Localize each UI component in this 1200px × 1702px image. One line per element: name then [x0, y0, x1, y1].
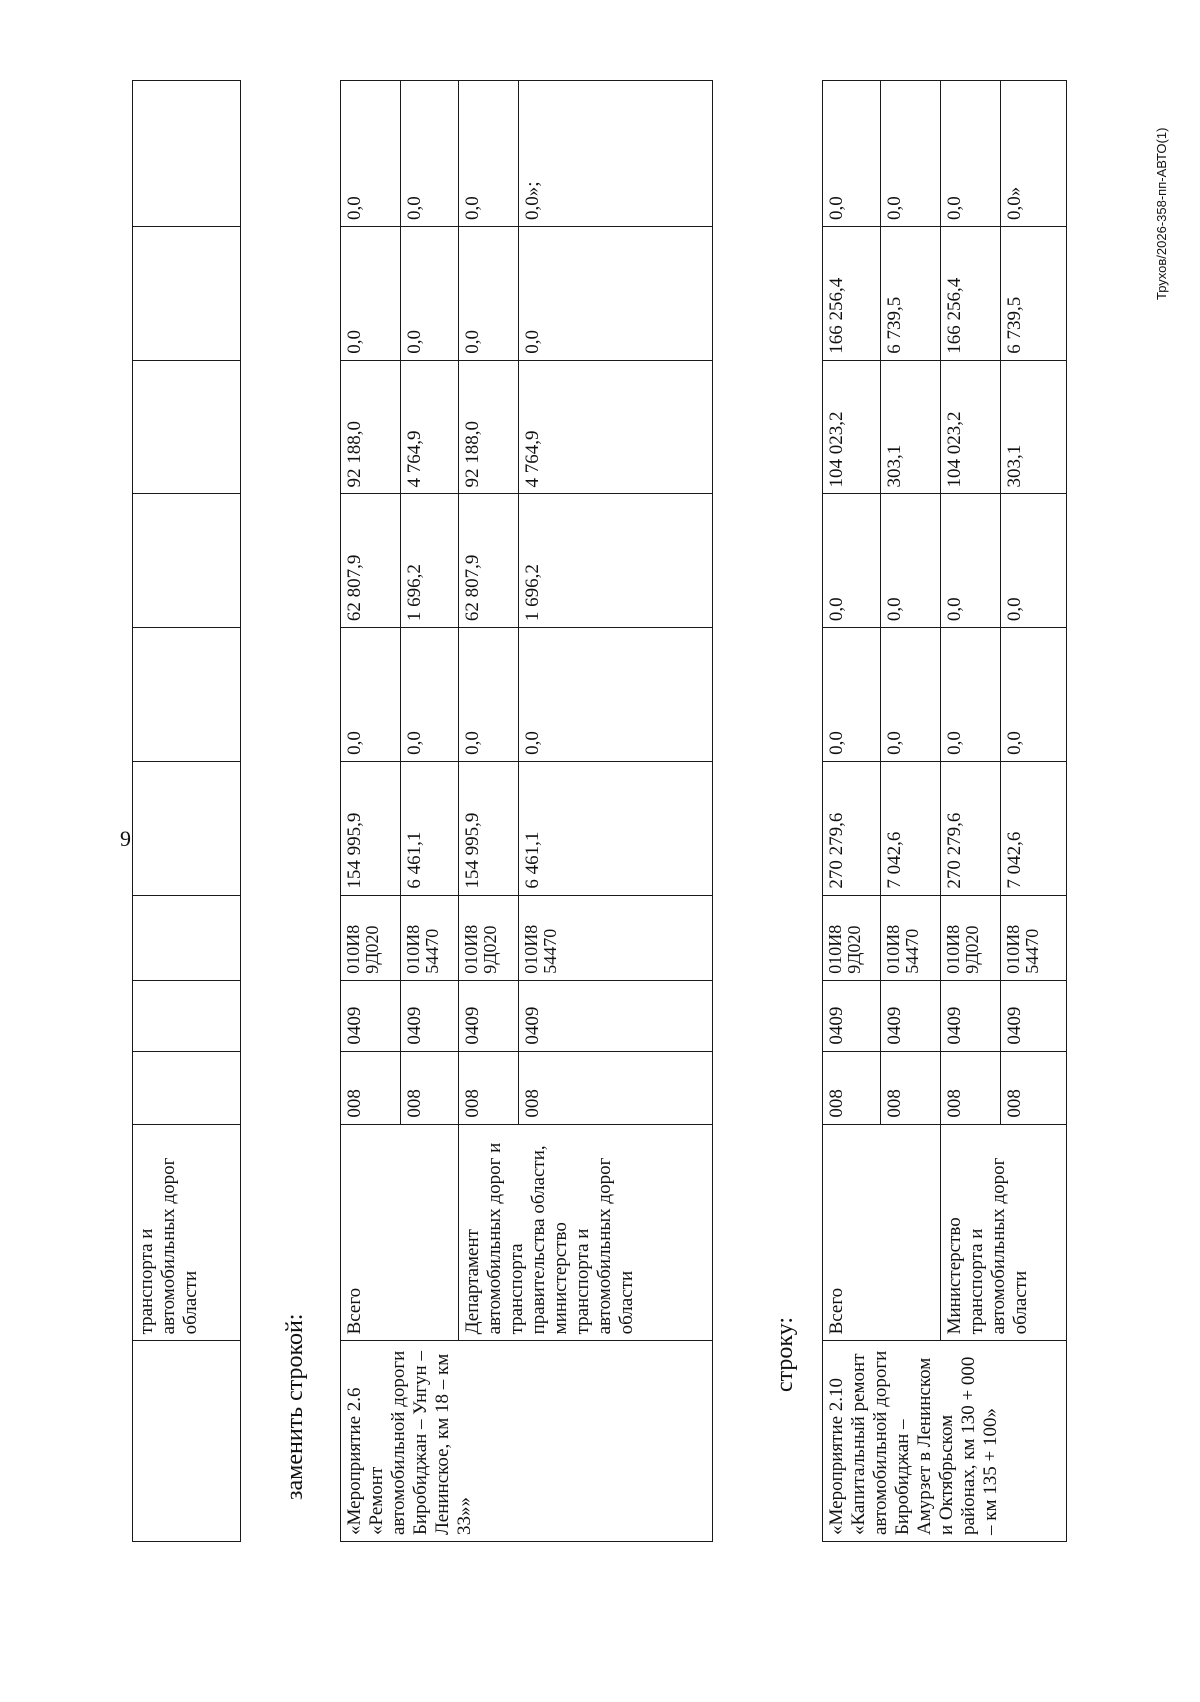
value-cell: 0,0 [341, 81, 401, 227]
value-cell: 0,0 [881, 494, 941, 628]
measure-table-2-6 [340, 80, 713, 1542]
csr-cell: 010И8 9Д020 [341, 895, 401, 980]
grbs-cell: 008 [401, 1051, 459, 1124]
rz-cell: 0409 [519, 980, 713, 1051]
value-cell: 4 764,9 [401, 360, 459, 494]
grbs-cell: 008 [459, 1051, 519, 1124]
grbs-cell: 008 [941, 1051, 1001, 1124]
value-cell: 0,0 [401, 628, 459, 762]
fragment-responsible-cell: транспорта и автомобильных дорог области [133, 1124, 241, 1341]
fragment-value-cell [133, 360, 241, 494]
table-row [459, 81, 519, 1542]
instruction-replace: заменить строкой: [282, 1313, 308, 1500]
value-cell: 6 461,1 [519, 761, 713, 895]
footer-document-code: Трухов/2026-358-пп-АВТО(1) [1154, 127, 1169, 300]
value-cell: 0,0»; [519, 81, 713, 227]
value-cell: 92 188,0 [459, 360, 519, 494]
value-cell: 6 739,5 [881, 226, 941, 360]
value-cell: 62 807,9 [459, 494, 519, 628]
value-cell: 4 764,9 [519, 360, 713, 494]
rz-cell: 0409 [341, 980, 401, 1051]
responsible-cell: Министерство транспорта и автомобильных дорог области [941, 1124, 1067, 1341]
measure-name-cell: «Мероприятие 2.10 «Капитальный ремонт автомобильной дороги Биробиджан – Амурзет в Ленинском и Октябрьском районах, км 130 + 000 – км 135 + 100» [823, 1341, 1067, 1542]
csr-cell: 010И8 54470 [519, 895, 713, 980]
csr-cell: 010И8 9Д020 [823, 895, 881, 980]
grbs-cell: 008 [519, 1051, 713, 1124]
measure-table-2-10 [822, 80, 1067, 1542]
value-cell: 0,0 [881, 628, 941, 762]
value-cell: 6 461,1 [401, 761, 459, 895]
value-cell: 166 256,4 [941, 226, 1001, 360]
csr-cell: 010И8 9Д020 [941, 895, 1001, 980]
table-row [341, 81, 401, 1542]
value-cell: 0,0 [823, 494, 881, 628]
responsible-cell: Всего [341, 1124, 459, 1341]
fragment-value-cell [133, 226, 241, 360]
instruction-row: строку: [772, 1316, 798, 1392]
csr-cell: 010И8 54470 [1001, 895, 1067, 980]
value-cell: 0,0 [401, 81, 459, 227]
value-cell: 0,0 [519, 226, 713, 360]
fragment-value-cell [133, 628, 241, 762]
csr-cell: 010И8 54470 [881, 895, 941, 980]
value-cell: 0,0 [401, 226, 459, 360]
value-cell: 0,0 [341, 628, 401, 762]
value-cell: 1 696,2 [401, 494, 459, 628]
value-cell: 0,0 [941, 494, 1001, 628]
value-cell: 154 995,9 [459, 761, 519, 895]
rz-cell: 0409 [941, 980, 1001, 1051]
value-cell: 92 188,0 [341, 360, 401, 494]
rz-cell: 0409 [881, 980, 941, 1051]
responsible-cell: Департамент автомобильных дорог и транспорта правительства области, министерство транспорта и автомобильных дорог области [459, 1124, 713, 1341]
value-cell: 0,0 [1001, 494, 1067, 628]
value-cell: 104 023,2 [823, 360, 881, 494]
value-cell: 166 256,4 [823, 226, 881, 360]
fragment-measure-cell [133, 1341, 241, 1542]
grbs-cell: 008 [1001, 1051, 1067, 1124]
value-cell: 1 696,2 [519, 494, 713, 628]
csr-cell: 010И8 54470 [401, 895, 459, 980]
value-cell: 0,0 [459, 226, 519, 360]
rz-cell: 0409 [401, 980, 459, 1051]
csr-cell: 010И8 9Д020 [459, 895, 519, 980]
rz-cell: 0409 [1001, 980, 1067, 1051]
value-cell: 62 807,9 [341, 494, 401, 628]
measure-name-cell: «Мероприятие 2.6 «Ремонт автомобильной дороги Биробиджан – Унгун – Ленинское, км 18 – км 33»» [341, 1341, 713, 1542]
value-cell: 0,0» [1001, 81, 1067, 227]
value-cell: 0,0 [459, 81, 519, 227]
fragment-rz-cell [133, 980, 241, 1051]
value-cell: 0,0 [881, 81, 941, 227]
value-cell: 0,0 [519, 628, 713, 762]
fragment-grbs-cell [133, 1051, 241, 1124]
value-cell: 104 023,2 [941, 360, 1001, 494]
value-cell: 154 995,9 [341, 761, 401, 895]
fragment-value-cell [133, 494, 241, 628]
grbs-cell: 008 [823, 1051, 881, 1124]
table-row [823, 81, 881, 1542]
value-cell: 7 042,6 [1001, 761, 1067, 895]
value-cell: 0,0 [941, 628, 1001, 762]
value-cell: 0,0 [941, 81, 1001, 227]
page-number: 9 [120, 826, 131, 851]
grbs-cell: 008 [881, 1051, 941, 1124]
grbs-cell: 008 [341, 1051, 401, 1124]
value-cell: 0,0 [1001, 628, 1067, 762]
responsible-cell: Всего [823, 1124, 941, 1341]
table-row [941, 81, 1001, 1542]
value-cell: 270 279,6 [941, 761, 1001, 895]
fragment-value-cell [133, 761, 241, 895]
value-cell: 270 279,6 [823, 761, 881, 895]
value-cell: 0,0 [341, 226, 401, 360]
rz-cell: 0409 [823, 980, 881, 1051]
value-cell: 0,0 [823, 628, 881, 762]
value-cell: 0,0 [459, 628, 519, 762]
top-fragment-table [132, 80, 241, 1542]
value-cell: 6 739,5 [1001, 226, 1067, 360]
value-cell: 303,1 [1001, 360, 1067, 494]
fragment-value-cell [133, 81, 241, 227]
value-cell: 0,0 [823, 81, 881, 227]
value-cell: 7 042,6 [881, 761, 941, 895]
value-cell: 303,1 [881, 360, 941, 494]
fragment-csr-cell [133, 895, 241, 980]
rz-cell: 0409 [459, 980, 519, 1051]
